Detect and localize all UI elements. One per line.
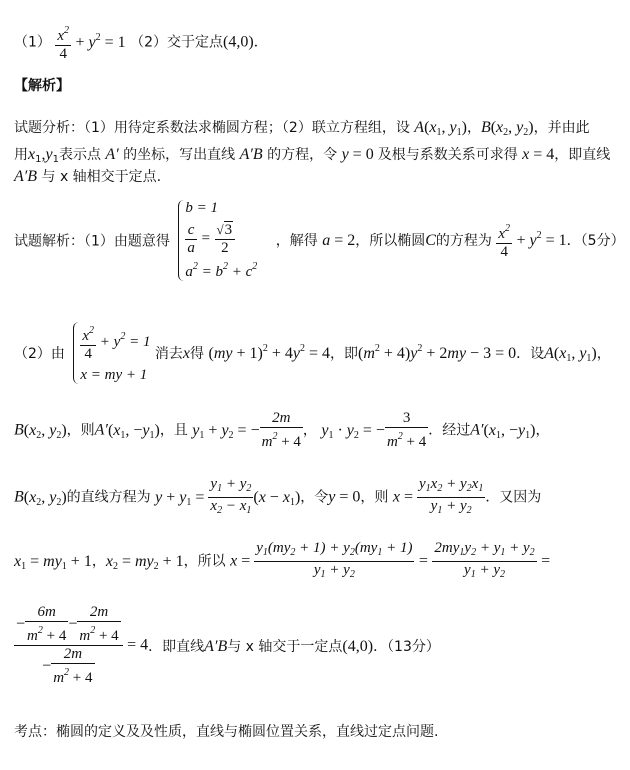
fraction-x2-over-4: $\frac{x^2}{4}$ [55, 22, 71, 63]
final-fraction: − $\frac{6m}{m^2 + 4}$ − $\frac{2m}{m^2 + 4}$ − $\frac{2m}{m^2 + 4}$ [14, 604, 123, 687]
solution-part2-line3: $B(x_2$, $y_2$)的直线方程为 $y + y_1$ = $\frac{y_1 + y_2}{x_2 - x_1}$ $(x - x_1)$，令y = 0，则 x = $\frac{y_1x_2 + y_2x_1}{y_1 + y_2}$ ．又因为 [14, 476, 542, 516]
point-B: B [480, 119, 491, 136]
section-title: 【解析】 [14, 78, 70, 94]
solution-part2-line2: $B(x_2$, $y_2$)，则$A'(x_1$, $-y_1$)，且 $y_1 + y_2$ = − $\frac{2m}{m^2 + 4}$ ， $y_1 \cdot y_2$ = − $\frac{3}{m^2 + 4}$ ．经过$A'(x_1$, $-y_1$)， [14, 410, 550, 450]
solution-part2-line1: （2）由 $\frac{x^2}{4}$ + $y^2 = 1$ x = my + 1 消去x得 $(my + 1)^2 + 4y^2 = 4$，即$(m^2 + 4)y^2 + 2my - 3 = 0$．设$A(x_1$, $y_1$)， [14, 322, 611, 384]
analysis-line-3: A′B 与 x 轴相交于定点. [14, 168, 162, 185]
answer-fixed-point: (4,0) [223, 33, 254, 51]
point-A: A [414, 119, 425, 136]
solution-part2-line4: $x_1 = my_1 + 1$，$x_2 = my_2 + 1$，所以 x = $\frac{y_1(my_2 + 1) + y_2(my_1 + 1)}{y_1 + y_2}$ = $\frac{2my_1y_2 + y_1 + y_2}{y_1 + y_2}$ = [14, 540, 551, 580]
answer-part1-label: （1） [14, 34, 51, 51]
analysis-line-2: 用$x_1,y_1$表示点 A′ 的坐标，写出直线 A′B 的方程，令 y = 0 及根与系数关系可求得 x = 4，即直线 [14, 146, 611, 165]
answer-line: （1） $\frac{x^2}{4}$ + $y^2 = 1$ （2）交于定点(4,0)． [14, 22, 268, 63]
kaodian-line: 考点：椭圆的定义及及性质，直线与椭圆位置关系，直线过定点问题. [14, 724, 439, 740]
solution-part2-line5: − $\frac{6m}{m^2 + 4}$ − $\frac{2m}{m^2 + 4}$ − $\frac{2m}{m^2 + 4}$ = 4．即直线A′B与 x 轴交于一定点(4,0)．（13分） [16, 604, 440, 686]
system-bracket: b = 1 $\frac{c}{a}$ = $\frac{√3}{2}$ $a^2 = b^2 + c^2$ [178, 200, 257, 281]
ellipse-eq-rest: + $y^2 = 1$ [75, 31, 126, 51]
system2-bracket: $\frac{x^2}{4}$ + $y^2 = 1$ x = my + 1 [73, 322, 150, 384]
solution-part1: 试题解析：（1）由题意得 b = 1 $\frac{c}{a}$ = $\frac{√3}{2}$ $a^2 = b^2 + c^2$ ，解得 a = 2，所以椭圆C的方程为 $\frac{x^2}{4}$ + $y^2 = 1$．（5分） [14, 200, 625, 280]
answer-part2-label: （2）交于定点 [130, 34, 224, 51]
analysis-line-1: 试题分析：（1）用待定系数法求椭圆方程；（2）联立方程组，设 $A(x_1$, $y_1$)，$B(x_2$, $y_2$)，并由此 [14, 119, 590, 138]
